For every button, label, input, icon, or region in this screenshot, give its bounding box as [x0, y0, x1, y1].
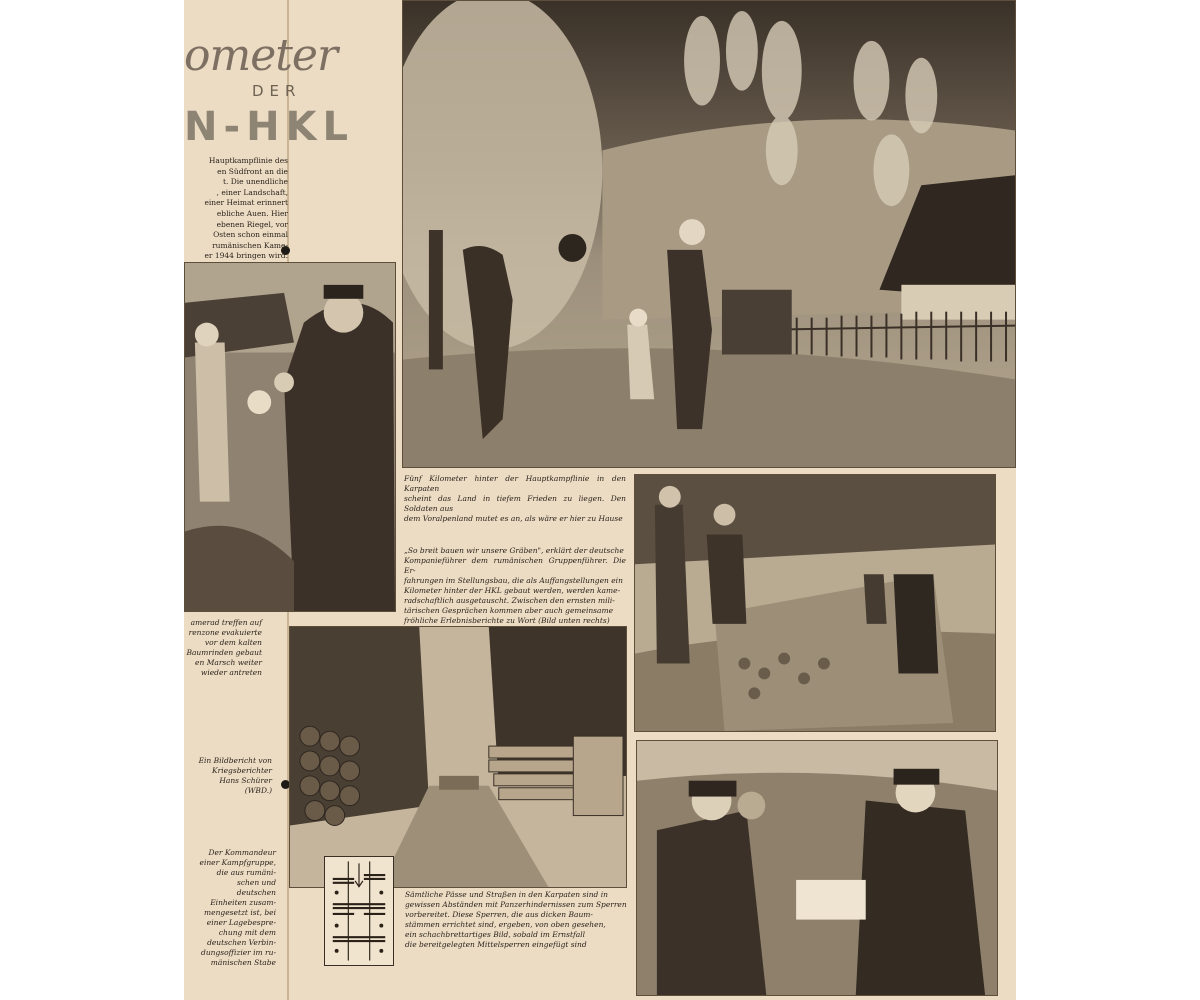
headline-der: DER: [252, 82, 302, 100]
caption-kommandeur: [196, 848, 276, 968]
caption-line: stämmen errichtet sind, ergeben, von oben gesehen,: [405, 920, 606, 929]
credit-line: Hans Schürer (WBD.): [219, 776, 272, 795]
photo-landscape-farm: [402, 0, 1016, 468]
credit-line: Ein Bildbericht von: [198, 756, 272, 765]
caption-line: tärischen Gesprächen kommen aber auch gemeinsame: [404, 606, 614, 615]
credit-line: Kriegsberichter: [212, 766, 272, 775]
caption-line: dungsoffizier im ru-: [201, 948, 276, 957]
photo-forest-road-barriers: [289, 626, 627, 888]
caption-line: dem Voralpenland mutet es an, als wäre er hier zu Hause: [404, 514, 623, 523]
caption-left: [186, 618, 262, 678]
intro-line: Hauptkampflinie des: [208, 156, 288, 165]
caption-line: mänischen Stabe: [210, 958, 276, 967]
intro-line: einer Heimat erinnert: [204, 198, 288, 208]
intro-line: ebliche Auen. Hier: [216, 208, 288, 218]
caption-line: fröhliche Erlebnisberichte zu Wort (Bild unten rechts): [404, 616, 610, 625]
intro-line: Osten schon einmal: [213, 230, 288, 240]
caption-line: „So breit bauen wir unsere Gräben", erklärt der deutsche: [404, 546, 624, 555]
intro-line: en Südfront an die: [217, 166, 288, 176]
caption-line: amerad treffen auf: [190, 618, 262, 627]
barrier-diagram-drawing: [325, 857, 393, 965]
caption-main: [404, 474, 626, 524]
photo-soldiers-laughing: [636, 740, 998, 996]
caption-line: renzone evakuierte: [188, 628, 262, 637]
caption-line: Fünf Kilometer hinter der Hauptkampflinie in den Karpaten: [404, 474, 626, 493]
intro-line: t. Die unendliche: [222, 177, 288, 187]
intro-line: er 1944 bringen wird.: [204, 251, 288, 261]
caption-line: Sämtliche Pässe und Straßen in den Karpaten sind in: [405, 890, 608, 899]
caption-line: mengesetzt ist, bei: [204, 908, 276, 917]
caption-line: ein schachbrettartiges Bild, sobald im Ernstfall: [405, 930, 586, 939]
caption-line: Der Kommandeur: [208, 848, 276, 857]
photo-credit: [192, 756, 272, 796]
caption-line: Baumrinden gebaut: [186, 648, 262, 657]
intro-line: , einer Landschaft,: [216, 187, 288, 197]
intro-line: ebenen Riegel, vor: [216, 219, 288, 229]
barrier-diagram: [324, 856, 394, 966]
caption-line: chung mit dem: [218, 928, 276, 937]
headline-script: ometer: [184, 30, 338, 81]
caption-line: deutschen Verbin-: [207, 938, 276, 947]
caption-line: Kompanieführer dem rumänischen Gruppenführer. Die Er-: [404, 556, 626, 575]
caption-line: vor dem kalten: [204, 638, 262, 647]
caption-line: wieder antreten: [200, 668, 262, 677]
caption-roads: [405, 890, 627, 950]
caption-line: die bereitgelegten Mittelsperren eingefügt sind: [405, 940, 587, 949]
caption-line: scheint das Land in tiefem Frieden zu liegen. Den Soldaten aus: [404, 494, 626, 513]
photo-trench-construction: [634, 474, 996, 732]
caption-line: die aus rumäni-: [216, 868, 276, 877]
caption-line: radschaftlich ausgetauscht. Zwischen den ernsten mili-: [404, 596, 615, 605]
headline-hkl: N-HKL: [184, 104, 355, 150]
intro-text: [186, 156, 288, 262]
caption-line: fahrungen im Stellungsbau, die als Auffangstellungen ein: [404, 576, 623, 585]
caption-line: Kilometer hinter der HKL gebaut werden, werden kame-: [404, 586, 621, 595]
caption-line: gewissen Abständen mit Panzerhindernissen zum Sperren: [405, 900, 627, 909]
caption-line: Einheiten zusam-: [210, 898, 276, 907]
caption-line: einer Kampfgruppe,: [199, 858, 276, 867]
intro-line: rumänischen Kame-: [212, 240, 288, 250]
caption-line: einer Lagebespre-: [206, 918, 276, 927]
caption-line: schen und deutschen: [236, 878, 276, 897]
caption-line: en Marsch weiter: [195, 658, 262, 667]
photo-soldiers-civilians: [184, 262, 396, 612]
caption-line: vorbereitet. Diese Sperren, die aus dicken Baum-: [405, 910, 593, 919]
caption-trenches: [404, 546, 626, 626]
